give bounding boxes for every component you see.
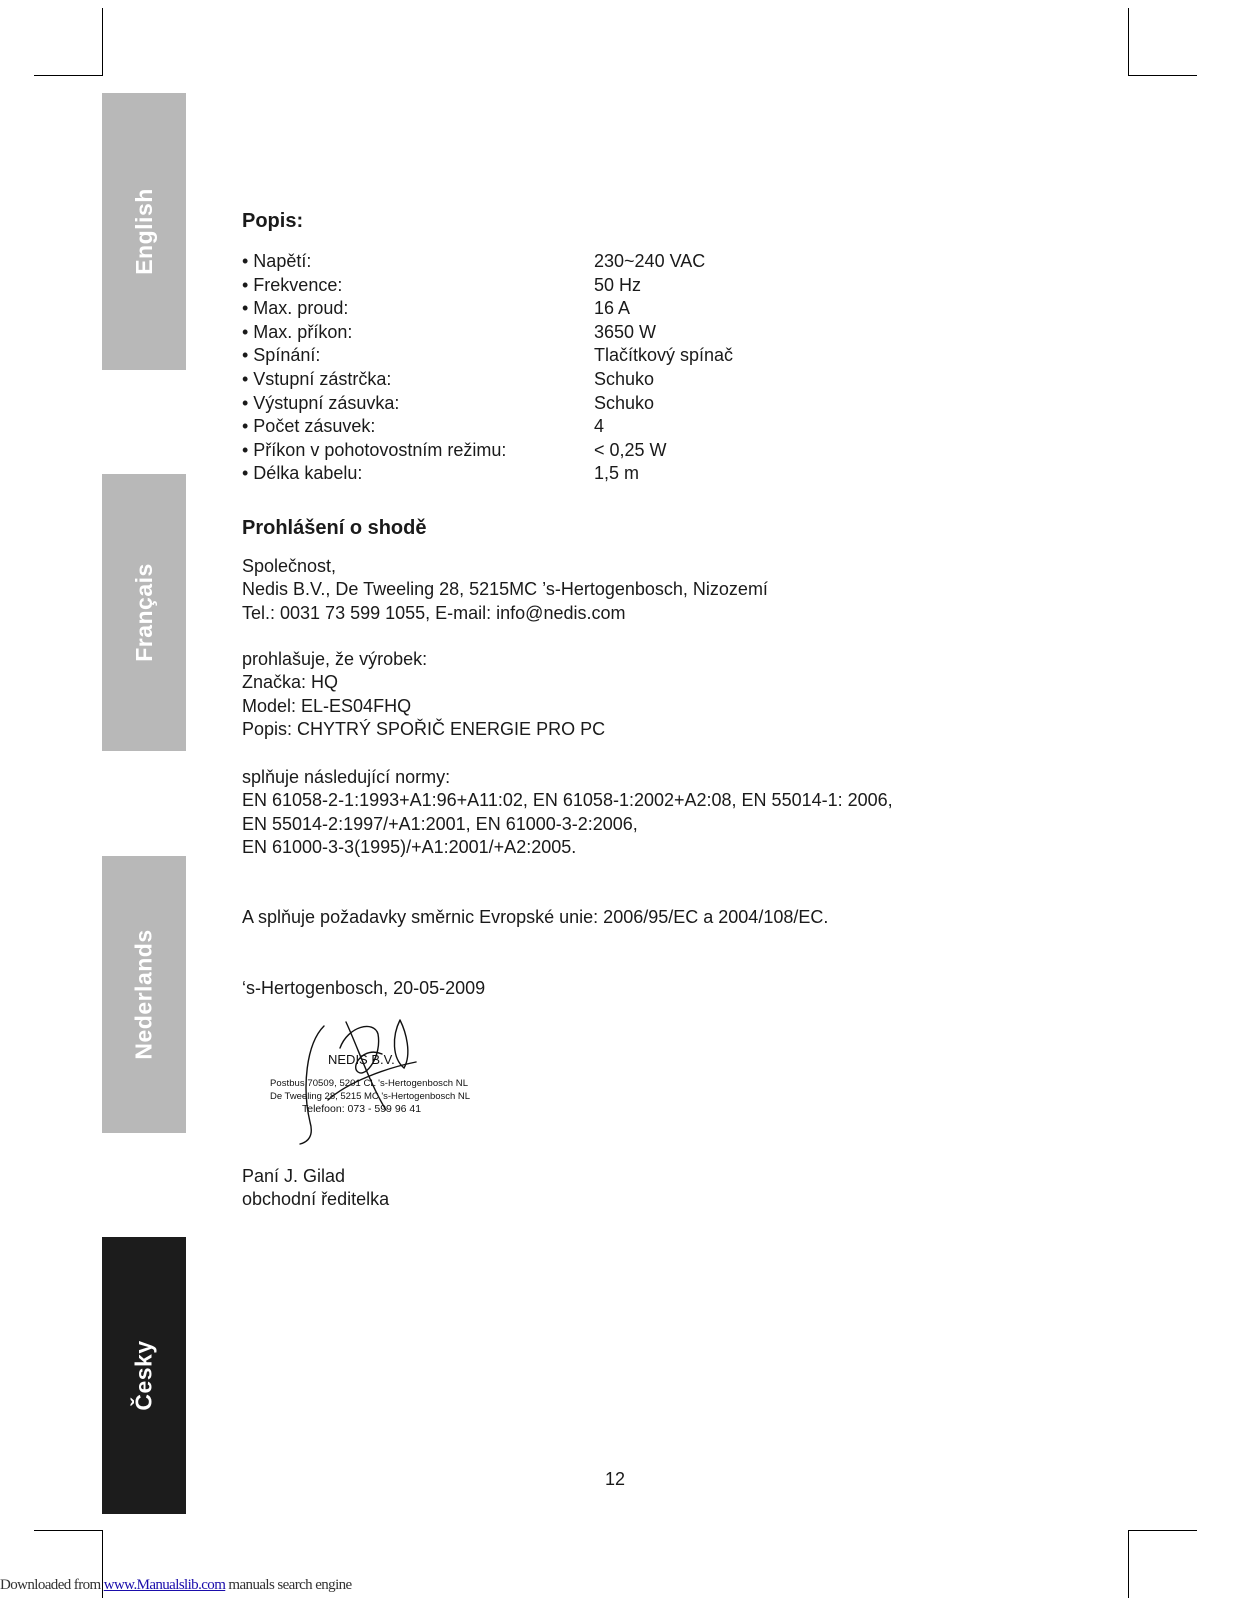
stamp-company: NEDIS B.V. (328, 1052, 395, 1067)
spec-row (242, 274, 942, 298)
spec-value: Schuko (594, 392, 655, 413)
spec-row (242, 415, 942, 439)
page-number: 12 (604, 1469, 626, 1489)
spec-value: 1,5 m (594, 463, 640, 484)
company-line: Nedis B.V., De Tweeling 28, 5215MC ’s-Hertogenbosch, Nizozemí (242, 579, 768, 600)
spec-row (242, 439, 942, 463)
crop-mark (102, 8, 103, 76)
language-tab-label: English (130, 188, 157, 275)
spec-value: < 0,25 W (594, 439, 667, 460)
stamp-address-line: Postbus 70509, 5201 CL 's-Hertogenbosch NL (270, 1078, 468, 1089)
language-tab-label: Česky (130, 1340, 157, 1411)
spec-row (242, 368, 942, 392)
company-line: Společnost, (242, 556, 337, 576)
product-block (242, 648, 605, 742)
stamp-address-line: De Tweeling 28, 5215 MC 's-Hertogenbosch NL (270, 1091, 470, 1102)
spec-row (242, 392, 942, 416)
spec-label: • Napětí: (242, 251, 312, 271)
spec-label: • Vstupní zástrčka: (242, 368, 392, 389)
crop-mark (34, 1530, 103, 1531)
spec-value: 3650 W (594, 321, 657, 342)
specs-list (242, 250, 942, 486)
spec-label: • Výstupní zásuvka: (242, 392, 400, 413)
spec-value: 50 Hz (594, 274, 642, 295)
product-line: Popis: CHYTRÝ SPOŘIČ ENERGIE PRO PC (242, 719, 606, 740)
norms-line: EN 55014-2:1997/+A1:2001, EN 61000-3-2:2006, (242, 813, 638, 834)
spec-label: • Frekvence: (242, 274, 343, 295)
norms-line: splňuje následující normy: (242, 767, 451, 787)
crop-mark (1128, 75, 1197, 76)
spec-value: 16 A (594, 298, 631, 319)
spec-value: 4 (594, 416, 605, 437)
signatory-name: Paní J. Gilad (242, 1166, 346, 1186)
norms-line: EN 61000-3-3(1995)/+A1:2001/+A2:2005. (242, 837, 577, 858)
specs-heading: Popis: (242, 210, 304, 232)
spec-row (242, 462, 942, 486)
spec-label: • Max. proud: (242, 298, 349, 319)
language-tab-cesky[interactable] (102, 1237, 186, 1514)
company-block (242, 555, 768, 625)
stamp-phone: Telefoon: 073 - 599 96 41 (302, 1103, 422, 1115)
spec-label: • Délka kabelu: (242, 463, 363, 484)
spec-row (242, 321, 942, 345)
manualslib-link[interactable]: www.Manualslib.com (103, 1577, 226, 1593)
product-line: prohlašuje, že výrobek: (242, 649, 428, 669)
language-tab-francais[interactable] (102, 474, 186, 751)
signatory-title: obchodní ředitelka (242, 1189, 390, 1210)
spec-row (242, 344, 942, 368)
place-date-line: ‘s-Hertogenbosch, 20-05-2009 (242, 978, 486, 998)
spec-row (242, 250, 942, 274)
language-tab-nederlands[interactable] (102, 856, 186, 1133)
directives-text (242, 906, 828, 929)
product-line: Model: EL-ES04FHQ (242, 695, 412, 716)
company-stamp (262, 1018, 482, 1148)
spec-row (242, 297, 942, 321)
footer-prefix: Downloaded from (0, 1577, 104, 1593)
language-tab-english[interactable] (102, 93, 186, 370)
declaration-heading: Prohlášení o shodě (242, 517, 427, 539)
download-footer (0, 1577, 352, 1594)
company-line: Tel.: 0031 73 599 1055, E-mail: info@nedis.com (242, 602, 626, 623)
crop-mark (34, 75, 103, 76)
footer-suffix: manuals search engine (225, 1577, 352, 1593)
norms-block (242, 766, 893, 860)
crop-mark (1128, 8, 1129, 76)
directives-line: A splňuje požadavky směrnic Evropské unie: 2006/95/EC a 2004/108/EC. (242, 907, 829, 927)
language-tab-label: Nederlands (130, 929, 157, 1060)
spec-value: 230~240 VAC (594, 251, 706, 271)
spec-label: • Příkon v pohotovostním režimu: (242, 439, 507, 460)
place-date (242, 977, 485, 1000)
crop-mark (1128, 1530, 1197, 1531)
spec-value: Schuko (594, 368, 655, 389)
crop-mark (1128, 1530, 1129, 1598)
spec-label: • Spínání: (242, 345, 321, 366)
language-tab-label: Français (130, 563, 157, 662)
norms-line: EN 61058-2-1:1993+A1:96+A11:02, EN 61058-1:2002+A2:08, EN 55014-1: 2006, (242, 790, 893, 811)
product-line: Značka: HQ (242, 672, 339, 693)
spec-label: • Max. příkon: (242, 321, 353, 342)
spec-label: • Počet zásuvek: (242, 416, 376, 437)
spec-value: Tlačítkový spínač (594, 345, 734, 366)
signatory-block (242, 1165, 389, 1212)
